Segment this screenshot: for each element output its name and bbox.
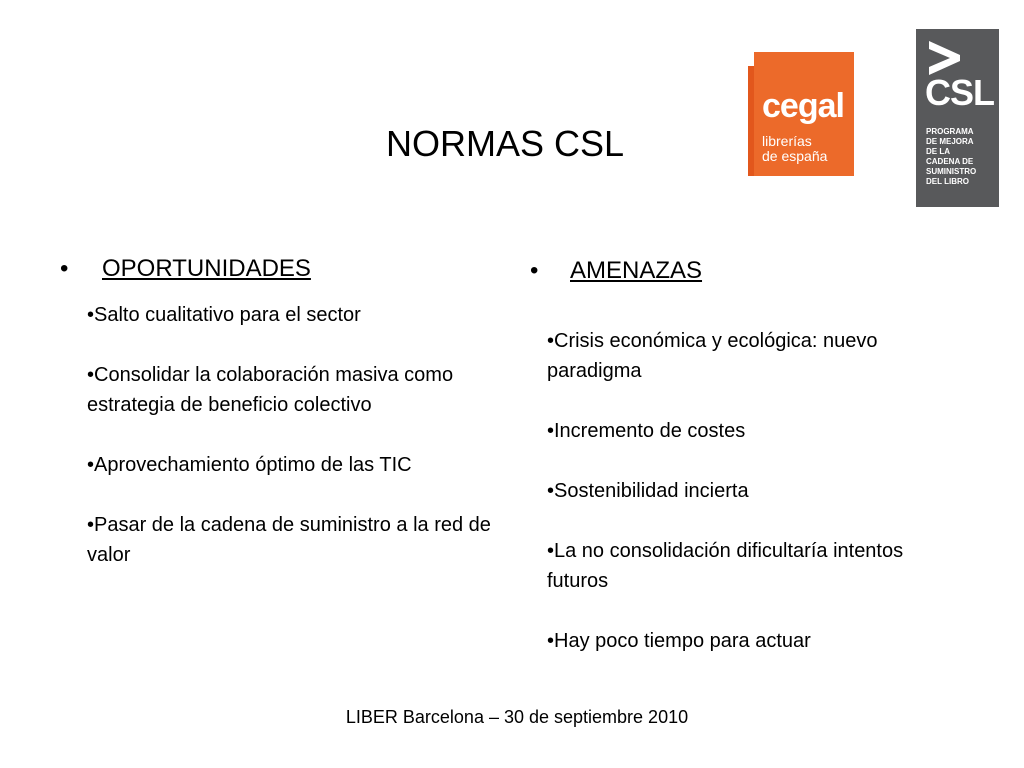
list-item: •La no consolidación dificultaría intentos futuros xyxy=(547,540,904,592)
csl-logo-line: DEL LIBRO xyxy=(926,177,969,186)
cegal-logo-name: cegal xyxy=(762,87,844,125)
csl-logo-line: SUMINISTRO xyxy=(926,167,977,176)
csl-arrow-icon xyxy=(926,39,962,75)
opportunities-heading-text: OPORTUNIDADES xyxy=(102,255,311,282)
cegal-logo-line1: librerías xyxy=(762,133,812,149)
csl-logo-line: PROGRAMA xyxy=(926,127,974,136)
cegal-logo-line2: de españa xyxy=(762,148,828,164)
threats-heading xyxy=(530,257,830,287)
cegal-logo-subtitle xyxy=(762,134,827,164)
list-item: •Sostenibilidad incierta xyxy=(547,480,749,502)
list-item: •Hay poco tiempo para actuar xyxy=(547,630,811,652)
list-item: •Consolidar la colaboración masiva como estrategia de beneficio colectivo xyxy=(87,364,454,416)
csl-logo xyxy=(916,29,999,207)
threats-list xyxy=(547,326,947,656)
list-item: •Incremento de costes xyxy=(547,420,746,442)
csl-logo-line: DE LA xyxy=(926,147,950,156)
bullet-icon: • xyxy=(60,255,69,282)
list-item: •Pasar de la cadena de suministro a la red de valor xyxy=(87,514,491,566)
csl-logo-name: CSL xyxy=(925,72,994,113)
csl-logo-description xyxy=(926,127,998,187)
bullet-icon: • xyxy=(530,257,539,284)
list-item: •Aprovechamiento óptimo de las TIC xyxy=(87,454,412,476)
slide-title: NORMAS CSL xyxy=(385,123,625,164)
list-item: •Salto cualitativo para el sector xyxy=(87,304,361,326)
csl-logo-line: CADENA DE xyxy=(926,157,974,166)
opportunities-heading xyxy=(60,255,360,285)
cegal-logo xyxy=(748,52,854,176)
opportunities-list xyxy=(87,300,507,570)
csl-logo-line: DE MEJORA xyxy=(926,137,974,146)
threats-heading-text: AMENAZAS xyxy=(570,257,703,284)
list-item: •Crisis económica y ecológica: nuevo paradigma xyxy=(547,330,878,382)
slide-footer: LIBER Barcelona – 30 de septiembre 2010 xyxy=(345,707,689,727)
